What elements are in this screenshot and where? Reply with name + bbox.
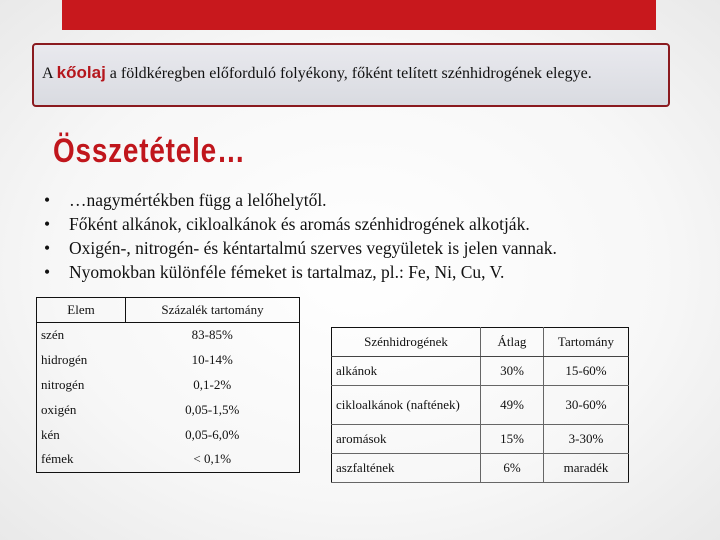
column-header-average: Átlag [481,328,544,357]
table-row [37,323,300,348]
column-header-hydrocarbons: Szénhidrogének [332,328,481,357]
definition-prefix: A [42,65,57,82]
element-percent: 0,1-2% [126,373,300,398]
hydrocarbon-average: 49% [481,386,544,425]
definition-box [32,43,670,107]
element-percent: < 0,1% [126,447,300,472]
hydrocarbon-name: aromások [332,425,481,454]
element-name: nitrogén [37,373,126,398]
hydrocarbon-average: 6% [481,454,544,483]
bullet-list [44,188,557,284]
element-name: oxigén [37,397,126,422]
hydrocarbon-range: 30-60% [544,386,629,425]
column-header-percent-range: Százalék tartomány [126,298,300,323]
hydrocarbon-average: 15% [481,425,544,454]
table-row [37,422,300,447]
table-row [332,357,629,386]
element-percent: 0,05-6,0% [126,422,300,447]
hydrocarbon-table [331,327,629,483]
top-accent-bar [62,0,656,30]
hydrocarbon-average: 30% [481,357,544,386]
hydrocarbon-name: cikloalkánok (naftének) [332,386,481,425]
table-row [37,373,300,398]
element-name: fémek [37,447,126,472]
bullet-item: • Oxigén-, nitrogén- és kéntartalmú szerves vegyületek is jelen vannak. [44,236,557,260]
table-row [332,386,629,425]
element-name: kén [37,422,126,447]
element-percent: 10-14% [126,348,300,373]
bullet-item: • Nyomokban különféle fémeket is tartalmaz, pl.: Fe, Ni, Cu, V. [44,260,557,284]
table-row [37,348,300,373]
column-header-range: Tartomány [544,328,629,357]
table-row [332,425,629,454]
bullet-item: • Főként alkánok, cikloalkánok és aromás szénhidrogének alkotják. [44,212,557,236]
definition-text: a földkéregben előforduló folyékony, főként telített szénhidrogének elegye. [105,65,592,82]
table-row [37,397,300,422]
element-name: hidrogén [37,348,126,373]
element-percent: 0,05-1,5% [126,397,300,422]
hydrocarbon-name: alkánok [332,357,481,386]
bullet-item: • …nagymértékben függ a lelőhelytől. [44,188,557,212]
hydrocarbon-range: 3-30% [544,425,629,454]
section-heading: Összetétele… [53,132,246,170]
column-header-element: Elem [37,298,126,323]
element-percent: 83-85% [126,323,300,348]
table-row [37,447,300,472]
hydrocarbon-range: maradék [544,454,629,483]
hydrocarbon-name: aszfaltének [332,454,481,483]
definition-keyword: kőolaj [56,63,106,82]
hydrocarbon-range: 15-60% [544,357,629,386]
element-name: szén [37,323,126,348]
element-composition-table [36,297,300,473]
table-row [332,454,629,483]
